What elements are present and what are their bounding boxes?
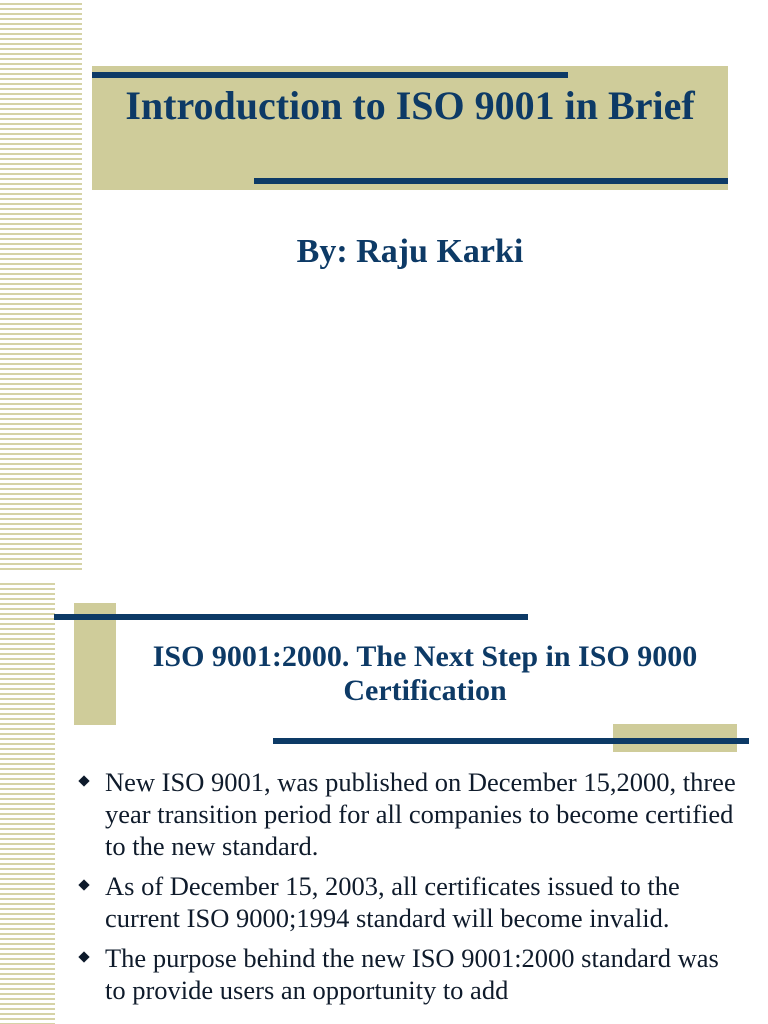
bullet-list: [78, 766, 738, 1014]
list-item: [78, 766, 738, 862]
bullet-text: As of December 15, 2003, all certificates issued to the current ISO 9000;1994 standard will become invalid.: [105, 871, 680, 933]
slide1-title: Introduction to ISO 9001 in Brief: [125, 83, 695, 128]
diamond-bullet-icon: [78, 879, 89, 890]
slide2-rule-top: [54, 614, 528, 620]
accent-block-left: [74, 603, 116, 725]
diamond-bullet-icon: [78, 775, 89, 786]
decorative-stripes-top: [0, 0, 82, 571]
list-item: [78, 870, 738, 934]
decorative-stripes-bottom: [0, 580, 55, 1024]
bullet-text: New ISO 9001, was published on December 15,2000, three year transition period for all companies to become certified to the new standard.: [105, 767, 736, 861]
title-rule-top: [92, 72, 568, 78]
slide2-rule-bottom: [273, 738, 749, 744]
title-rule-bottom: [254, 178, 728, 184]
list-item: [78, 942, 738, 1006]
slide1-author: By: Raju Karki: [296, 233, 524, 270]
bullet-text: The purpose behind the new ISO 9001:2000 standard was to provide users an opportunity to add: [105, 943, 719, 1005]
diamond-bullet-icon: [78, 951, 89, 962]
slide2-title: ISO 9001:2000. The Next Step in ISO 9000 Certification: [152, 640, 698, 707]
